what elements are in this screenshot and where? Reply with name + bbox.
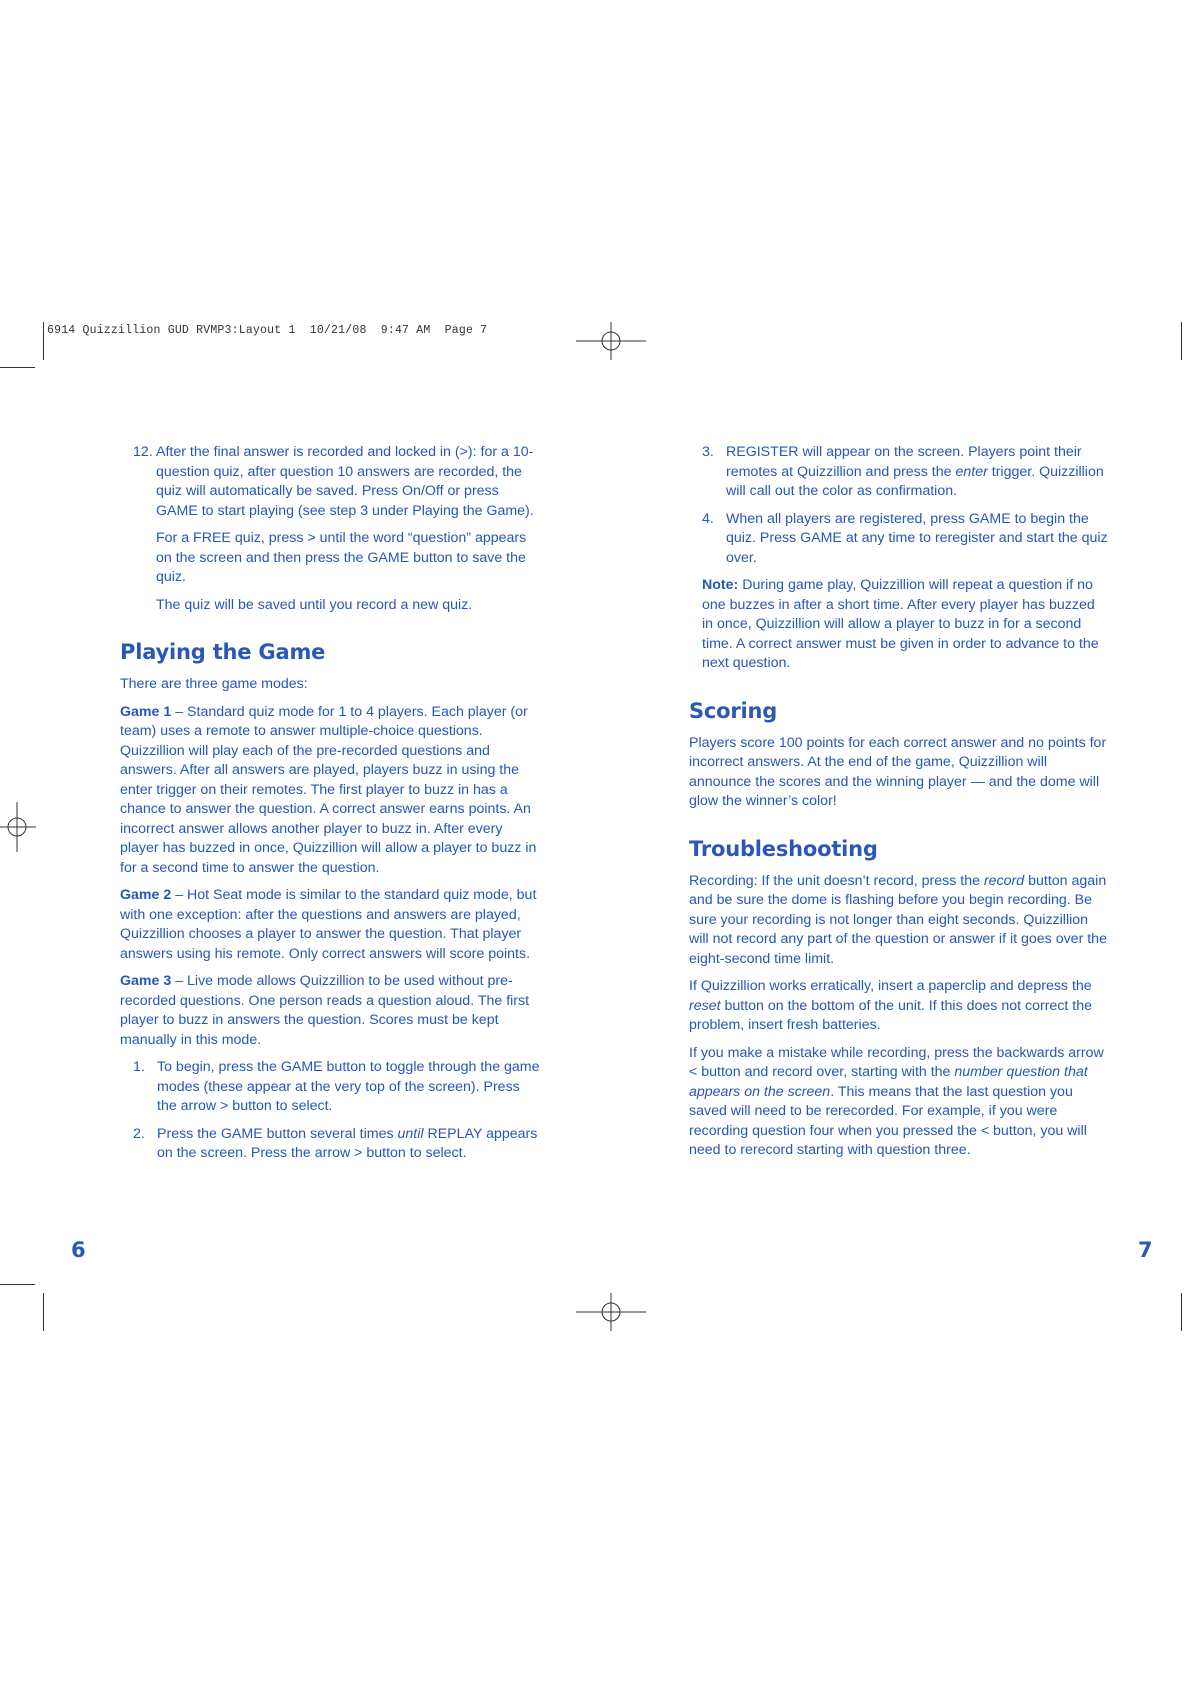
list-number: 2. (133, 1125, 145, 1142)
ts2-after: button on the bottom of the unit. If this does not correct the problem, insert fresh batteries. (689, 997, 1093, 1033)
right-column (689, 443, 1109, 1169)
game-2-text: – Hot Seat mode is similar to the standard quiz mode, but with one exception: after the questions and answers are played, Quizzillion chooses a player to answer the question. That player answers using his remote. Only correct answers will score points. (120, 887, 537, 962)
list-item-step-3 (689, 443, 1109, 502)
ts3-after: . This means that the last question you saved will need to be rerecorded. For example, if you were recording question four when you pressed the < button, you will need to rerecord starting with question three. (689, 1083, 1087, 1158)
list-text-italic: until (397, 1125, 424, 1142)
list-text-before: REGISTER will appear on the screen. Players point their remotes at Quizzillion and press the (726, 444, 1082, 480)
game-1-paragraph (120, 703, 540, 879)
crop-mark-top-left-horizontal (0, 367, 35, 368)
ts2-before: If Quizzillion works erratically, insert a paperclip and depress the (689, 978, 1092, 994)
list-text: After the final answer is recorded and locked in (>): for a 10-question quiz, after question 10 answers are recorded, the quiz will automatically be saved. Press On/Off or press GAME to start playing (see step 3 under Playing the Game). (156, 444, 534, 519)
registration-mark-bottom-icon (576, 1293, 646, 1331)
list-text-before: Press the GAME button several times (157, 1125, 398, 1142)
ts1-before: Recording: If the unit doesn’t record, press the (689, 872, 984, 889)
crop-mark-bottom-left-vertical (43, 1293, 44, 1331)
troubleshooting-reset-paragraph (689, 977, 1109, 1036)
list-text-after: trigger. Quizzillion will call out the color as confirmation. (726, 463, 1104, 499)
list-number: 12. (133, 444, 153, 460)
quiz-saved-paragraph: The quiz will be saved until you record a new quiz. (156, 596, 473, 613)
list-item-step-1 (120, 1058, 540, 1117)
list-text-italic: enter (955, 463, 988, 480)
list-text: To begin, press the GAME button to toggle through the game modes (these appear at the very top of the screen). Press the arrow > button to select. (157, 1059, 540, 1114)
list-item-step-4 (689, 510, 1109, 569)
game-3-paragraph (120, 972, 540, 1050)
list-number: 1. (133, 1059, 145, 1075)
ts1-italic: record (983, 872, 1025, 889)
ts3-before: If you make a mistake while recording, press the backwards arrow < button and record over, starting with the (689, 1044, 1104, 1080)
page-number-left: 6 (71, 1238, 86, 1262)
game-1-label: Game 1 (120, 703, 172, 720)
free-quiz-paragraph: For a FREE quiz, press > until the word “question” appears on the screen and then press the GAME button to save the quiz. (156, 530, 527, 585)
list-item-step-12 (120, 443, 540, 521)
page-number-right: 7 (1138, 1238, 1153, 1262)
crop-mark-bottom-left-horizontal (0, 1284, 35, 1285)
troubleshooting-recording-paragraph (689, 872, 1109, 970)
note-paragraph (689, 576, 1109, 674)
list-text-after: REPLAY appears on the screen. Press the arrow > button to select. (157, 1125, 538, 1161)
ts2-italic: reset (689, 997, 721, 1014)
game-2-label: Game 2 (120, 887, 172, 903)
scoring-heading: Scoring (689, 698, 778, 723)
ts1-after: button again and be sure the dome is flashing before you begin recording. Be sure your recording is not longer than eight seconds. Quizzillion will not record any part of the question or answer if it goes over the eight-second time limit. (689, 872, 1107, 967)
list-item-step-2 (120, 1125, 540, 1164)
playing-the-game-heading: Playing the Game (120, 640, 326, 664)
note-text: During game play, Quizzillion will repeat a question if no one buzzes in after a short time. After every player has buzzed in once, Quizzillion will allow a player to buzz in for a second time. A correct answer must be given in order to advance to the next question. (702, 577, 1099, 671)
list-number: 4. (702, 510, 714, 527)
troubleshooting-mistake-paragraph (689, 1044, 1109, 1161)
game-3-text: – Live mode allows Quizzillion to be used without pre-recorded questions. One person reads a question aloud. The first player to buzz in answers the question. Scores must be kept manually in this mode. (120, 973, 530, 1048)
left-column (120, 443, 540, 1172)
list-number: 3. (702, 444, 714, 460)
game-3-label: Game 3 (120, 973, 172, 989)
crop-mark-bottom-right-vertical (1181, 1293, 1182, 1331)
registration-mark-top-icon (576, 322, 646, 360)
printer-slug: 6914 Quizzillion GUD RVMP3:Layout 1 10/21/08 9:47 AM Page 7 (47, 324, 488, 337)
scoring-paragraph: Players score 100 points for each correct answer and no points for incorrect answers. At the end of the game, Quizzillion will announce the scores and the winning player — and the dome will glow the winner’s color! (689, 734, 1107, 809)
note-label: Note: (702, 577, 739, 593)
list-text: When all players are registered, press GAME to begin the quiz. Press GAME at any time to reregister and start the quiz over. (726, 510, 1108, 566)
crop-mark-top-right-vertical (1181, 322, 1182, 360)
game-2-paragraph (120, 886, 540, 964)
crop-mark-top-left-vertical (43, 322, 44, 360)
troubleshooting-heading: Troubleshooting (689, 836, 878, 861)
game-1-text: – Standard quiz mode for 1 to 4 players. Each player (or team) uses a remote to answer multiple-choice questions. Quizzillion will play each of the pre-recorded questions and answers. After all answers are played, players buzz in using the enter trigger on their remotes. The first player to buzz in has a chance to answer the question. A correct answer earns points. An incorrect answer allows another player to buzz in. After every player has buzzed in once, Quizzillion will allow a player to buzz in for a second time to answer the question. (120, 703, 537, 876)
ts3-italic: number question that appears on the screen (689, 1064, 1088, 1100)
game-modes-intro: There are three game modes: (120, 676, 308, 692)
registration-mark-left-icon (0, 802, 36, 852)
